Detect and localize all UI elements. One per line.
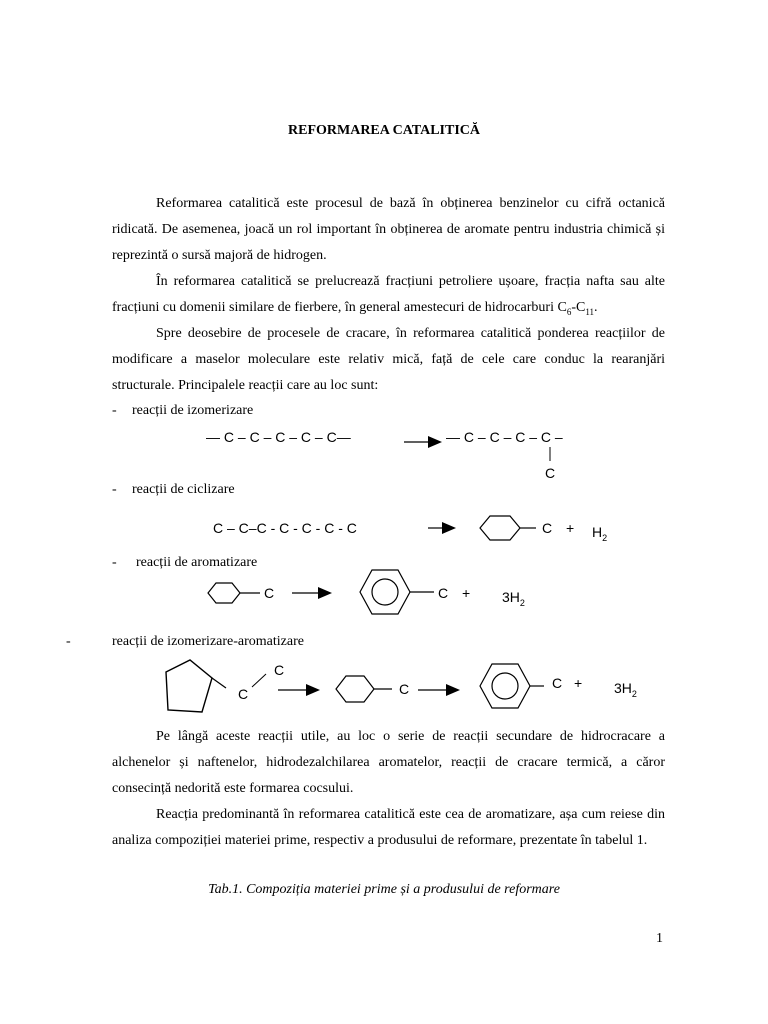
benzene-ring-icon — [358, 567, 438, 619]
reaction-1-branch-carbon: C — [545, 465, 556, 481]
paragraph-feedstock-text: În reformarea catalitică se prelucrează fracțiuni petroliere ușoare, fracția nafta sau alte fracțiuni cu domenii similare de fierbere, în general amestecuri de hidrocarburi C — [112, 274, 665, 315]
methylcyclohexane-ring-icon — [206, 580, 264, 608]
paragraph-feedstock-end: . — [593, 300, 598, 315]
reaction-2-reactant: C – C–C - C - C - C - C — [213, 520, 357, 536]
reaction-1-reactant: — C – C – C – C – C— — [206, 429, 351, 445]
reaction-1-branch-bond — [549, 447, 551, 463]
reaction-2-hydrogen-subscript: 2 — [602, 532, 608, 543]
reaction-3-hydrogen-symbol: 3H — [502, 589, 520, 605]
reaction-3-hydrogen — [502, 589, 525, 608]
paragraph-predominant-text: Reacția predominantă în reformarea catalitică este cea de aromatizare, așa cum reiese din analiza compoziției materiei prime, respectiv a produsului de reformare, prezentate în tabelul 1. — [112, 807, 665, 848]
paragraph-predominant — [112, 802, 665, 854]
reaction-4-hydrogen-symbol: 3H — [614, 680, 632, 696]
reaction-1-product: — C – C – C – C – — [446, 429, 563, 445]
paragraph-intro — [112, 191, 665, 269]
reaction-2-hydrogen-symbol: H — [592, 524, 603, 540]
benzene-ring-icon-2 — [478, 660, 548, 714]
page-title: REFORMAREA CATALITICĂ — [288, 123, 480, 138]
reaction-3-label: reacții de aromatizare — [136, 555, 258, 570]
reaction-1-label: reacții de izomerizare — [132, 403, 254, 418]
carbon-range-dash: -C — [571, 300, 586, 315]
reaction-4-alkyl-bond — [250, 671, 270, 689]
reaction-4-arrow-2 — [418, 684, 464, 696]
reaction-2-methyl: C — [542, 520, 553, 536]
reaction-4-plus: + — [574, 675, 583, 691]
paragraph-reactions — [112, 321, 665, 399]
reaction-4-hydrogen-subscript: 2 — [631, 688, 637, 699]
paragraph-feedstock — [112, 269, 665, 325]
reaction-3-bullet: - — [112, 555, 117, 570]
reaction-4-alkyl-carbon-2: C — [274, 662, 285, 678]
reaction-1-bullet: - — [112, 403, 117, 418]
reaction-3-arrow — [292, 587, 336, 599]
page-number: 1 — [656, 931, 663, 946]
reaction-4-methyl-product: C — [552, 675, 563, 691]
carbon-subscript-start: 6 — [566, 306, 572, 317]
paragraph-side-reactions-text: Pe lângă aceste reacții utile, au loc o serie de reacții secundare de hidrocracare a alchenelor și naftenelor, hidrodezalchilarea aromatelor, reacții de cracare termică, a căror consecință nedorită este formarea cocsului. — [112, 729, 665, 796]
reaction-3-hydrogen-subscript: 2 — [519, 597, 525, 608]
table-caption: Tab.1. Compoziția materiei prime și a produsului de reformare — [208, 882, 560, 897]
reaction-1-arrow — [404, 436, 444, 448]
reaction-4-alkyl-carbon-1: C — [238, 686, 249, 702]
paragraph-side-reactions — [112, 724, 665, 802]
reaction-4-arrow-1 — [278, 684, 324, 696]
methylcyclopentane-ring-icon — [158, 658, 242, 716]
reaction-3-methyl-reactant: C — [264, 585, 275, 601]
reaction-2-label: reacții de ciclizare — [132, 482, 235, 497]
cyclohexane-ring-icon — [478, 514, 538, 544]
reaction-3-methyl-product: C — [438, 585, 449, 601]
reaction-2-arrow — [428, 522, 458, 534]
reaction-3-plus: + — [462, 585, 471, 601]
reaction-4-label: reacții de izomerizare-aromatizare — [112, 634, 304, 649]
reaction-2-hydrogen — [592, 524, 607, 543]
cyclohexane-ring-icon-2 — [334, 674, 396, 706]
reaction-4-bullet: - — [66, 634, 71, 649]
reaction-2-bullet: - — [112, 482, 117, 497]
paragraph-intro-text: Reformarea catalitică este procesul de bază în obținerea benzinelor cu cifră octanică ridicată. De asemenea, joacă un rol important în obținerea de aromate pentru industria chimică și reprezintă o sursă majoră de hidrogen. — [112, 196, 665, 263]
paragraph-reactions-text: Spre deosebire de procesele de cracare, în reformarea catalitică ponderea reacțiilor de modificare a maselor moleculare este relativ mică, față de cele care conduc la rearanjări structurale. Principalele reacții care au loc sunt: — [112, 326, 665, 393]
carbon-subscript-end: 11 — [585, 306, 594, 317]
reaction-2-plus: + — [566, 520, 575, 536]
reaction-4-methyl-intermediate: C — [399, 681, 410, 697]
reaction-4-hydrogen — [614, 680, 637, 699]
